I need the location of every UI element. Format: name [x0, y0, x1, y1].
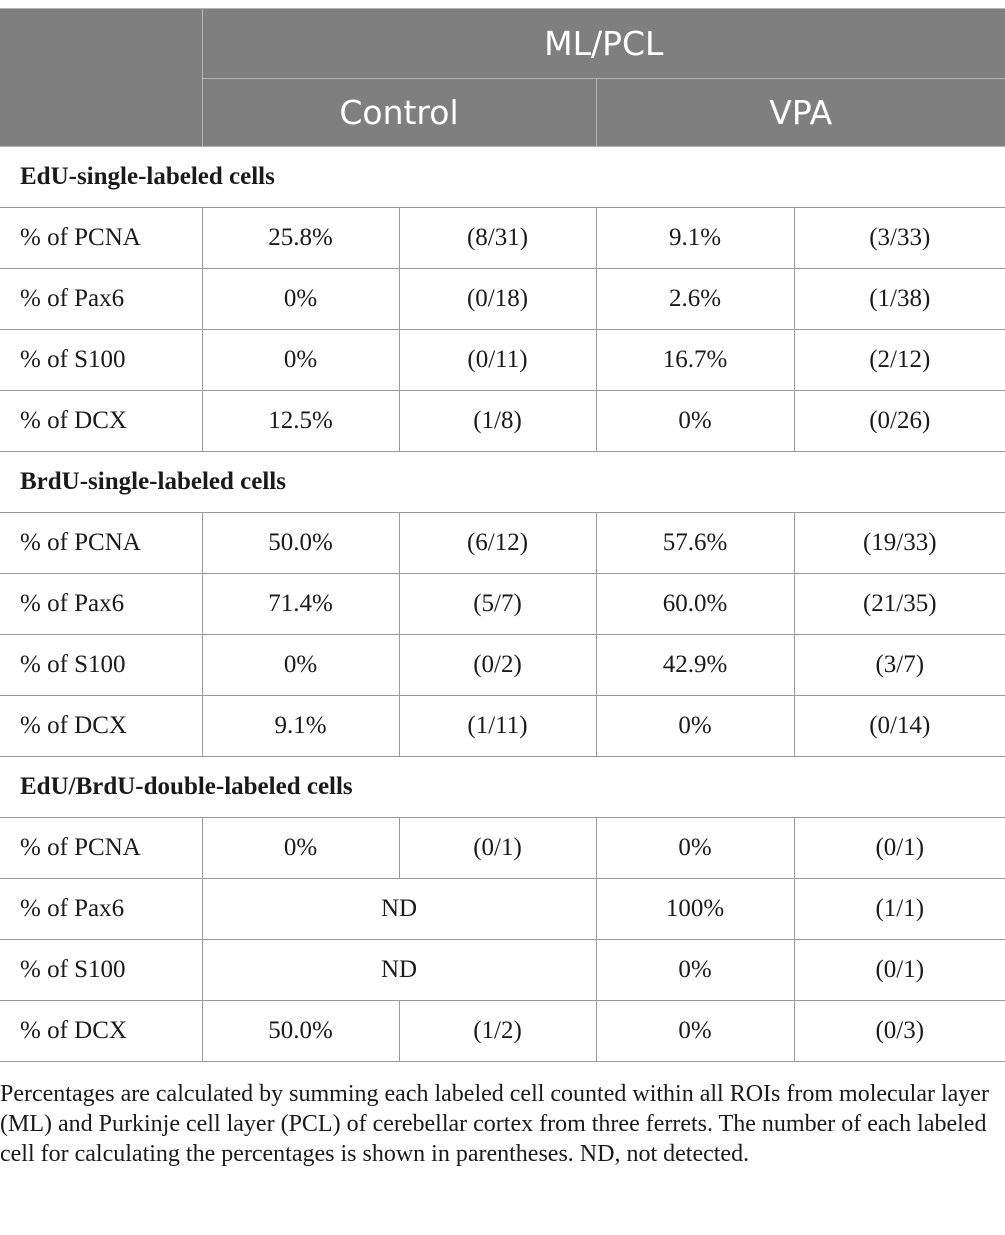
section-header-row	[0, 452, 1005, 513]
vpa-percent-cell: 0%	[596, 940, 794, 1001]
row-label: % of Pax6	[0, 574, 202, 635]
control-ratio-cell: (1/2)	[399, 1001, 596, 1062]
vpa-percent-cell: 0%	[596, 818, 794, 879]
table-row	[0, 1001, 1005, 1062]
control-merged-cell: ND	[202, 879, 596, 940]
vpa-ratio-cell: (0/1)	[794, 940, 1005, 1001]
control-percent-cell: 50.0%	[202, 1001, 399, 1062]
control-ratio-cell: (0/1)	[399, 818, 596, 879]
row-label: % of PCNA	[0, 818, 202, 879]
table-row	[0, 269, 1005, 330]
row-label: % of DCX	[0, 1001, 202, 1062]
control-ratio-cell: (0/18)	[399, 269, 596, 330]
vpa-percent-cell: 100%	[596, 879, 794, 940]
header-corner	[0, 9, 202, 147]
vpa-ratio-cell: (0/14)	[794, 696, 1005, 757]
row-label: % of S100	[0, 635, 202, 696]
control-percent-cell: 50.0%	[202, 513, 399, 574]
table-row	[0, 940, 1005, 1001]
table-row	[0, 330, 1005, 391]
vpa-percent-cell: 9.1%	[596, 208, 794, 269]
vpa-ratio-cell: (0/1)	[794, 818, 1005, 879]
control-percent-cell: 0%	[202, 330, 399, 391]
vpa-percent-cell: 60.0%	[596, 574, 794, 635]
vpa-ratio-cell: (1/1)	[794, 879, 1005, 940]
vpa-ratio-cell: (19/33)	[794, 513, 1005, 574]
section-title: EdU-single-labeled cells	[0, 147, 1005, 208]
header-control: Control	[202, 79, 596, 147]
vpa-percent-cell: 0%	[596, 391, 794, 452]
section-header-row	[0, 147, 1005, 208]
control-percent-cell: 0%	[202, 269, 399, 330]
control-ratio-cell: (6/12)	[399, 513, 596, 574]
row-label: % of Pax6	[0, 879, 202, 940]
control-ratio-cell: (5/7)	[399, 574, 596, 635]
control-ratio-cell: (1/11)	[399, 696, 596, 757]
control-ratio-cell: (0/11)	[399, 330, 596, 391]
table-row	[0, 391, 1005, 452]
control-percent-cell: 9.1%	[202, 696, 399, 757]
table-row	[0, 879, 1005, 940]
vpa-percent-cell: 0%	[596, 696, 794, 757]
header-vpa: VPA	[596, 79, 1005, 147]
vpa-ratio-cell: (2/12)	[794, 330, 1005, 391]
vpa-percent-cell: 16.7%	[596, 330, 794, 391]
control-ratio-cell: (0/2)	[399, 635, 596, 696]
vpa-percent-cell: 2.6%	[596, 269, 794, 330]
table-row	[0, 696, 1005, 757]
control-percent-cell: 0%	[202, 635, 399, 696]
header-group: ML/PCL	[202, 9, 1005, 79]
vpa-ratio-cell: (21/35)	[794, 574, 1005, 635]
table-row	[0, 513, 1005, 574]
section-title: BrdU-single-labeled cells	[0, 452, 1005, 513]
section-header-row	[0, 757, 1005, 818]
control-percent-cell: 12.5%	[202, 391, 399, 452]
control-percent-cell: 0%	[202, 818, 399, 879]
control-percent-cell: 25.8%	[202, 208, 399, 269]
vpa-percent-cell: 0%	[596, 1001, 794, 1062]
row-label: % of DCX	[0, 696, 202, 757]
vpa-ratio-cell: (0/3)	[794, 1001, 1005, 1062]
row-label: % of S100	[0, 330, 202, 391]
table-row	[0, 574, 1005, 635]
vpa-ratio-cell: (0/26)	[794, 391, 1005, 452]
table-body	[0, 147, 1005, 1062]
section-title: EdU/BrdU-double-labeled cells	[0, 757, 1005, 818]
data-table	[0, 8, 1005, 1062]
row-label: % of PCNA	[0, 513, 202, 574]
control-merged-cell: ND	[202, 940, 596, 1001]
vpa-ratio-cell: (3/33)	[794, 208, 1005, 269]
control-ratio-cell: (8/31)	[399, 208, 596, 269]
table-row	[0, 635, 1005, 696]
table-row	[0, 208, 1005, 269]
control-percent-cell: 71.4%	[202, 574, 399, 635]
vpa-ratio-cell: (3/7)	[794, 635, 1005, 696]
table-row	[0, 818, 1005, 879]
vpa-percent-cell: 57.6%	[596, 513, 794, 574]
row-label: % of Pax6	[0, 269, 202, 330]
table-header	[0, 9, 1005, 147]
footnote: Percentages are calculated by summing each labeled cell counted within all ROIs from molecular layer (ML) and Purkinje cell layer (PCL) of cerebellar cortex from three ferrets. The number of each labeled cell for calculating the percentages is shown in parentheses. ND, not detected.	[0, 1081, 989, 1167]
control-ratio-cell: (1/8)	[399, 391, 596, 452]
vpa-percent-cell: 42.9%	[596, 635, 794, 696]
row-label: % of DCX	[0, 391, 202, 452]
row-label: % of PCNA	[0, 208, 202, 269]
vpa-ratio-cell: (1/38)	[794, 269, 1005, 330]
row-label: % of S100	[0, 940, 202, 1001]
